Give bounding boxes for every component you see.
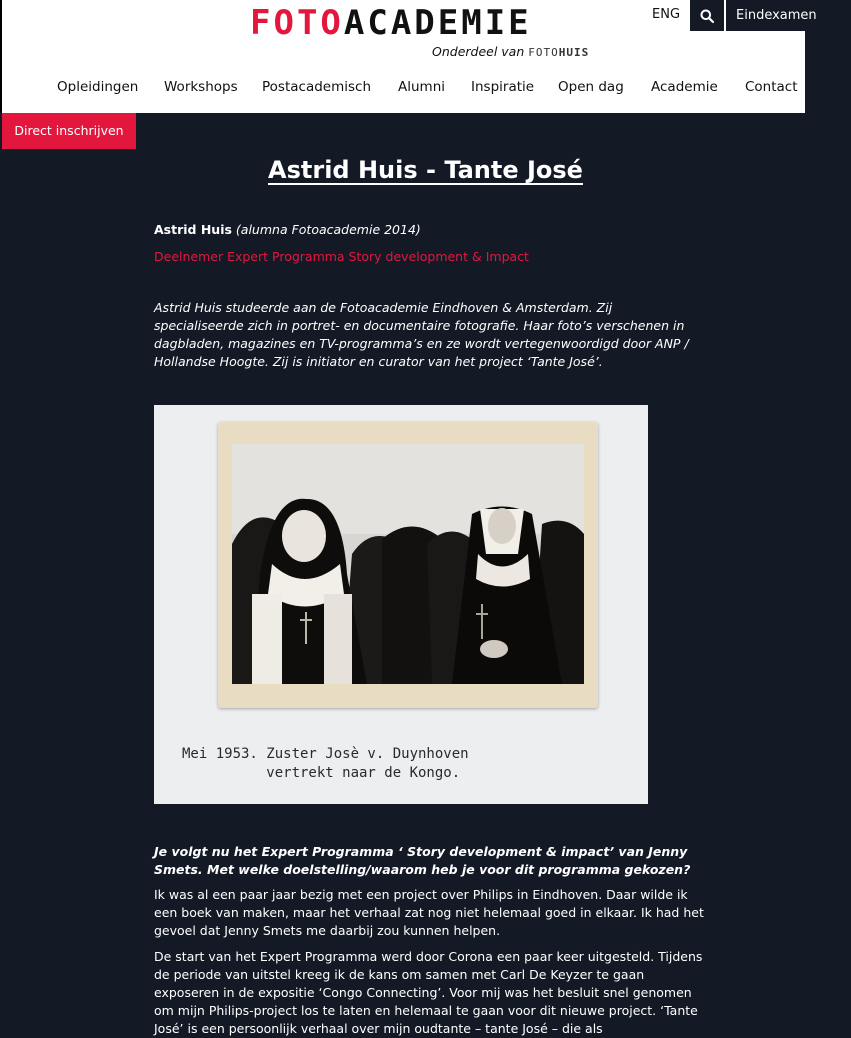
nav-item-alumni[interactable]: Alumni: [398, 79, 445, 95]
logo-wordmark: [250, 4, 532, 42]
nav-item-contact[interactable]: Contact: [745, 79, 798, 95]
article-title-wrap: [0, 156, 851, 184]
participant-role: Deelnemer Expert Programma Story development & Impact: [154, 249, 529, 264]
logo-sub-brand-foto: FOTO: [528, 46, 559, 59]
search-button[interactable]: [690, 0, 724, 31]
logo-sub-text: Onderdeel van: [432, 44, 525, 59]
nav-item-opleidingen[interactable]: Opleidingen: [57, 79, 139, 95]
nav-item-workshops[interactable]: Workshops: [164, 79, 238, 95]
nuns-illustration: [232, 444, 584, 684]
intro-paragraph: Astrid Huis studeerde aan de Fotoacademie Eindhoven & Amsterdam. Zij specialiseerde zich in portret- en documentaire fotografie. Haar foto’s verschenen in dagbladen, magazines en TV-programma’s en ze wordt vertegenwoordigd door ANP / Hollandse Hoogte. Zij is initiator en curator van het project ‘Tante José’.: [154, 300, 689, 369]
answer-paragraph-2: De start van het Expert Programma werd door Corona een paar keer uitgesteld. Tijdens de periode van uitstel kreeg ik de kans om samen met Carl De Keyzer te gaan exposeren in de expositie ‘Congo Connecting’. Voor mij was het besluit snel genomen om mijn Philips-project los te laten en helemaal te gaan voor dit nieuwe project. ‘Tante José’ is een persoonlijk verhaal over mijn oudtante – tante José – die als: [154, 949, 703, 1036]
nav-item-inspiratie[interactable]: Inspiratie: [471, 79, 535, 95]
interview-question: Je volgt nu het Expert Programma ‘ Story development & impact’ van Jenny Smets. Met welke doelstelling/waarom heb je voor dit programma gekozen?: [154, 844, 691, 877]
site-logo[interactable]: [250, 4, 610, 60]
logo-foto: FOTO: [250, 3, 344, 43]
language-switch[interactable]: ENG: [652, 7, 681, 22]
main-navigation: [2, 79, 807, 99]
article-title: Astrid Huis - Tante José: [268, 156, 583, 184]
site-header: [0, 0, 817, 113]
author-note: (alumna Fotoacademie 2014): [235, 222, 421, 237]
photo-caption: Mei 1953. Zuster Josè v. Duynhoven vertrekt naar de Kongo.: [182, 746, 469, 781]
vintage-photo-card: [218, 422, 598, 708]
author-line: [154, 222, 704, 237]
nav-item-academie[interactable]: Academie: [651, 79, 718, 95]
eindexamen-button[interactable]: Eindexamen: [726, 0, 807, 31]
author-name: Astrid Huis: [154, 222, 232, 237]
logo-academie: ACADEMIE: [343, 3, 532, 43]
logo-sub-brand: [528, 46, 589, 59]
logo-sub-brand-huis: HUIS: [558, 46, 590, 59]
nuns-photo: [232, 444, 584, 684]
article-photo: [154, 405, 648, 804]
search-icon: [700, 9, 714, 23]
direct-inschrijven-button[interactable]: Direct inschrijven: [2, 113, 136, 149]
answer-paragraph-1: Ik was al een paar jaar bezig met een project over Philips in Eindhoven. Daar wilde ik een boek van maken, maar het verhaal zat nog niet helemaal goed in elkaar. Ik had het gevoel dat Jenny Smets me daarbij zou kunnen helpen.: [154, 887, 704, 938]
logo-subtitle: [432, 44, 589, 59]
nav-item-postacademisch[interactable]: Postacademisch: [262, 79, 372, 95]
nav-item-open-dag[interactable]: Open dag: [558, 79, 624, 95]
